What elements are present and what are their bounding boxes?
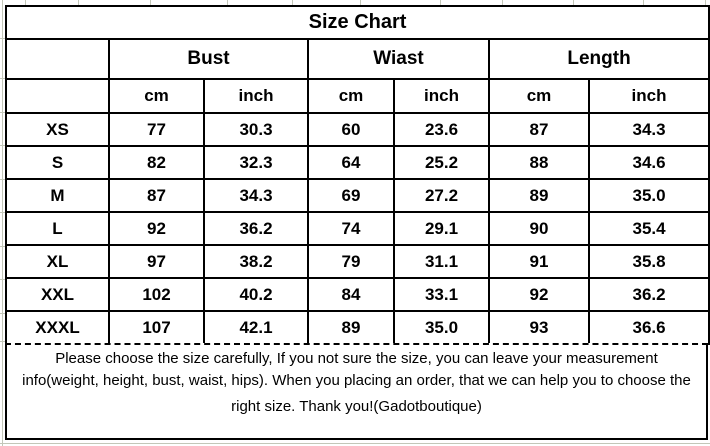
cell-bust-cm: 92 [109,212,204,245]
cell-bust-cm: 102 [109,278,204,311]
cell-length-cm: 90 [489,212,589,245]
unit-header-row [6,79,709,113]
size-label: XS [6,113,109,146]
cell-wiast-inch: 25.2 [394,146,489,179]
cell-wiast-cm: 69 [308,179,394,212]
table-row-s [6,146,709,179]
cell-bust-cm: 77 [109,113,204,146]
size-label: XXL [6,278,109,311]
gridline-tick [0,112,5,113]
footer-line-2: info(weight, height, bust, waist, hips). When you placing an order, that we can help you to choose the [22,372,691,389]
group-header-wiast: Wiast [308,39,489,79]
cell-bust-cm: 107 [109,311,204,344]
unit-header-wiast-inch: inch [394,79,489,113]
cell-length-inch: 34.3 [589,113,709,146]
cell-wiast-inch: 35.0 [394,311,489,344]
cell-bust-inch: 34.3 [204,179,308,212]
gridline-tick [25,0,26,5]
cell-bust-inch: 30.3 [204,113,308,146]
cell-length-inch: 36.6 [589,311,709,344]
table-row-xxl [6,278,709,311]
gridline-tick [292,0,293,5]
size-label: XXXL [6,311,109,344]
page-title: Size Chart [6,6,709,39]
cell-wiast-inch: 27.2 [394,179,489,212]
cell-length-cm: 87 [489,113,589,146]
size-label: XL [6,245,109,278]
cell-length-inch: 34.6 [589,146,709,179]
cell-length-cm: 88 [489,146,589,179]
gridline-tick [502,0,503,5]
unit-header-bust-cm: cm [109,79,204,113]
unit-header-length-inch: inch [589,79,709,113]
cell-bust-inch: 38.2 [204,245,308,278]
cell-wiast-cm: 79 [308,245,394,278]
gridline-tick [227,0,228,5]
table-row-xs [6,113,709,146]
gridline-left [2,0,3,446]
group-header-bust: Bust [109,39,308,79]
table-row-l [6,212,709,245]
group-header-length: Length [489,39,709,79]
cell-bust-inch: 36.2 [204,212,308,245]
gridline-tick [0,246,5,247]
cell-wiast-cm: 64 [308,146,394,179]
cell-length-inch: 35.4 [589,212,709,245]
cell-wiast-cm: 60 [308,113,394,146]
table-row-xl [6,245,709,278]
cell-length-cm: 92 [489,278,589,311]
footer-line-3: right size. Thank you!(Gadotboutique) [231,398,482,415]
cell-wiast-cm: 89 [308,311,394,344]
unit-header-wiast-cm: cm [308,79,394,113]
size-label: S [6,146,109,179]
gridline-tick [0,279,5,280]
table-row-m [6,179,709,212]
size-label: L [6,212,109,245]
corner-cell [6,39,109,79]
cell-length-cm: 91 [489,245,589,278]
gridline-tick [643,0,644,5]
cell-bust-cm: 87 [109,179,204,212]
gridline-tick [0,341,5,342]
size-label: M [6,179,109,212]
cell-bust-cm: 97 [109,245,204,278]
corner-cell [6,79,109,113]
cell-wiast-inch: 31.1 [394,245,489,278]
cell-wiast-cm: 84 [308,278,394,311]
gridline-bottom [0,443,710,444]
gridline-tick [360,0,361,5]
cell-bust-inch: 40.2 [204,278,308,311]
footer-line-1: Please choose the size carefully, If you not sure the size, you can leave your measurement [55,350,658,367]
gridline-tick [0,78,5,79]
gridline-tick [150,0,151,5]
cell-length-cm: 93 [489,311,589,344]
gridline-tick [573,0,574,5]
unit-header-bust-inch: inch [204,79,308,113]
cell-length-inch: 35.0 [589,179,709,212]
cell-bust-inch: 32.3 [204,146,308,179]
footer-note [5,343,708,440]
cell-bust-inch: 42.1 [204,311,308,344]
cell-wiast-inch: 33.1 [394,278,489,311]
unit-header-length-cm: cm [489,79,589,113]
gridline-tick [0,145,5,146]
gridline-tick [0,38,5,39]
size-chart-table [5,5,710,345]
gridline-tick [78,0,79,5]
cell-length-inch: 35.8 [589,245,709,278]
gridline-tick [0,212,5,213]
table-row-xxxl [6,311,709,344]
cell-wiast-inch: 29.1 [394,212,489,245]
gridline-tick [705,0,706,5]
title-row [6,6,709,39]
cell-bust-cm: 82 [109,146,204,179]
cell-wiast-cm: 74 [308,212,394,245]
group-header-row [6,39,709,79]
gridline-tick [0,179,5,180]
cell-wiast-inch: 23.6 [394,113,489,146]
cell-length-cm: 89 [489,179,589,212]
gridline-tick [440,0,441,5]
cell-length-inch: 36.2 [589,278,709,311]
gridline-tick [0,313,5,314]
